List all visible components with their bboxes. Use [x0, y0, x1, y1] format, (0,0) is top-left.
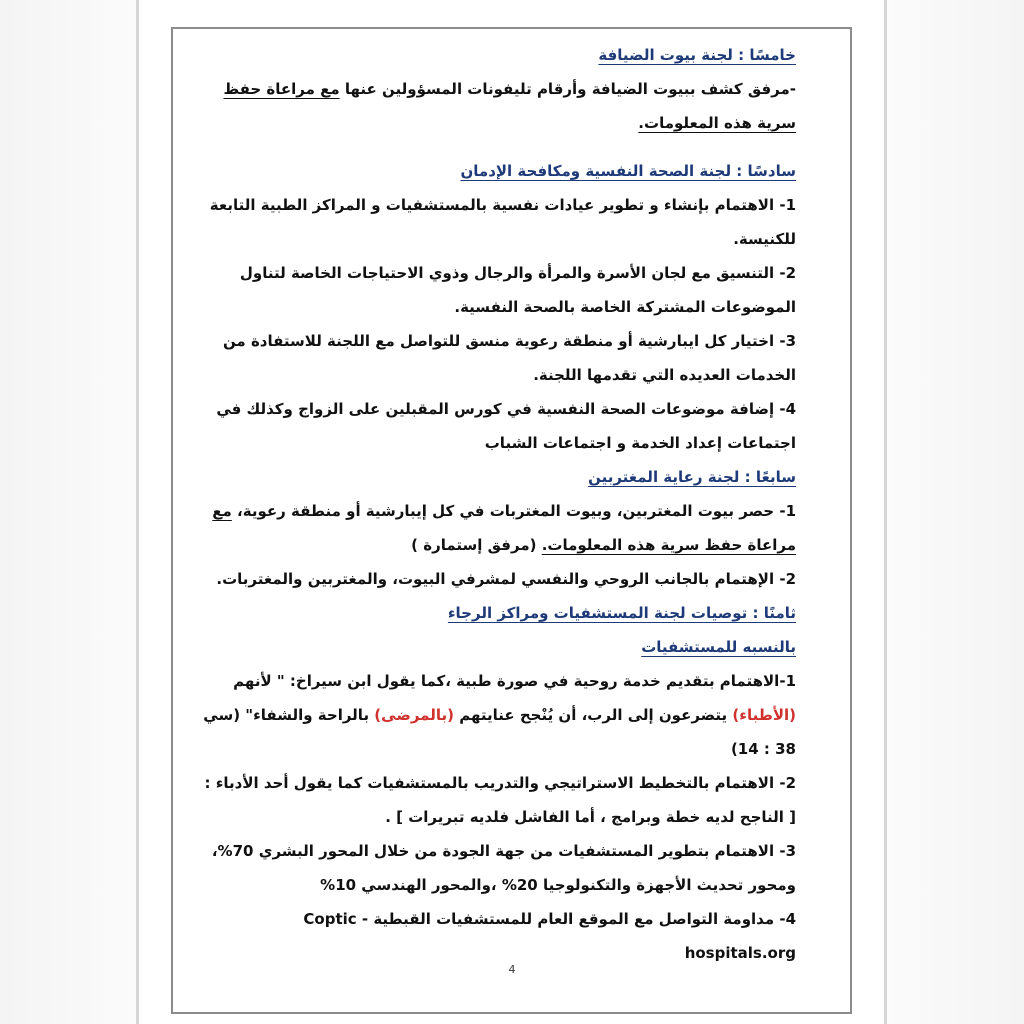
background-right	[887, 0, 1024, 1024]
list-item: 4- إضافة موضوعات الصحة النفسية في كورس المقبلين على الزواج وكذلك في اجتماعات إعداد الخدمة و اجتماعات الشباب	[216, 400, 796, 452]
text: 4- مداومة التواصل مع الموقع العام للمستشفيات القبطية	[368, 910, 796, 928]
text: (مرفق إستمارة )	[411, 536, 542, 554]
list-item: 3- الاهتمام بتطوير المستشفيات من جهة الجودة من خلال المحور البشري 70%، ومحور تحديث الأجهزة والتكنولوجيا 20% ،والمحور الهندسي 10%	[211, 842, 796, 894]
text: -مرفق كشف ببيوت الضيافة وأرقام تليفونات المسؤولين عنها	[339, 80, 796, 98]
list-item: 2- الإهتمام بالجانب الروحي والنفسي لمشرفي البيوت، والمغتربين والمغتربات.	[216, 570, 796, 588]
section-heading-mental-health: سادسًا : لجنة الصحة النفسية ومكافحة الإدمان	[460, 162, 796, 180]
list-item: 1- الاهتمام بإنشاء و تطوير عيادات نفسية بالمستشفيات و المراكز الطبية التابعة للكنيسة.	[209, 196, 796, 248]
list-item: 2- الاهتمام بالتخطيط الاستراتيجي والتدريب بالمستشفيات كما يقول أحد الأدباء :	[204, 774, 796, 792]
section-heading-guest-houses: خامسًا : لجنة بيوت الضيافة	[598, 46, 796, 64]
section-heading-expatriates: سابعًا : لجنة رعاية المغتربين	[588, 468, 796, 486]
underlined-text: مع مراعاة حفظ سرية هذه المعلومات.	[223, 80, 796, 132]
highlighted-text: (الأطباء)	[732, 706, 796, 724]
text: 1- حصر بيوت المغتربين، وبيوت المغتربات في كل إيبارشية أو منطقة رعوية،	[231, 502, 796, 520]
section-heading-hospitals: ثامنًا : توصيات لجنة المستشفيات ومراكز الرجاء	[447, 604, 796, 622]
quote: [ الناجح لديه خطة وبرامج ، أما الفاشل فلديه تبريرات ] .	[385, 808, 796, 826]
website-link[interactable]: Coptic -hospitals.org	[303, 910, 796, 962]
background-left	[0, 0, 136, 1024]
page-number: 4	[508, 963, 516, 976]
underlined-text: مع مراعاة حفظ سرية هذه المعلومات.	[212, 502, 796, 554]
text: يتضرعون إلى الرب، أن يُنْجح عنايتهم	[453, 706, 733, 724]
list-item	[196, 902, 796, 970]
document-body	[196, 38, 796, 970]
text: 1-الاهتمام بتقديم خدمة روحية في صورة طبية ،كما يقول ابن سيراخ: " لأنهم	[233, 672, 796, 690]
highlighted-text: (بالمرضى)	[374, 706, 454, 724]
text: بالراحة والشفاء" (سي 38 : 14)	[203, 706, 796, 758]
subheading-hospitals: بالنسبه للمستشفيات	[641, 638, 796, 656]
list-item	[196, 494, 796, 562]
list-item: 2- التنسيق مع لجان الأسرة والمرأة والرجال وذوي الاحتياجات الخاصة لتناول الموضوعات المشتركة الخاصة بالصحة النفسية.	[239, 264, 796, 316]
paragraph-guest-houses	[196, 72, 796, 140]
list-item	[196, 664, 796, 766]
list-item: 3- اختيار كل ايبارشية أو منطقة رعوية منسق للتواصل مع اللجنة للاستفادة من الخدمات العديده التي تقدمها اللجنة.	[222, 332, 796, 384]
